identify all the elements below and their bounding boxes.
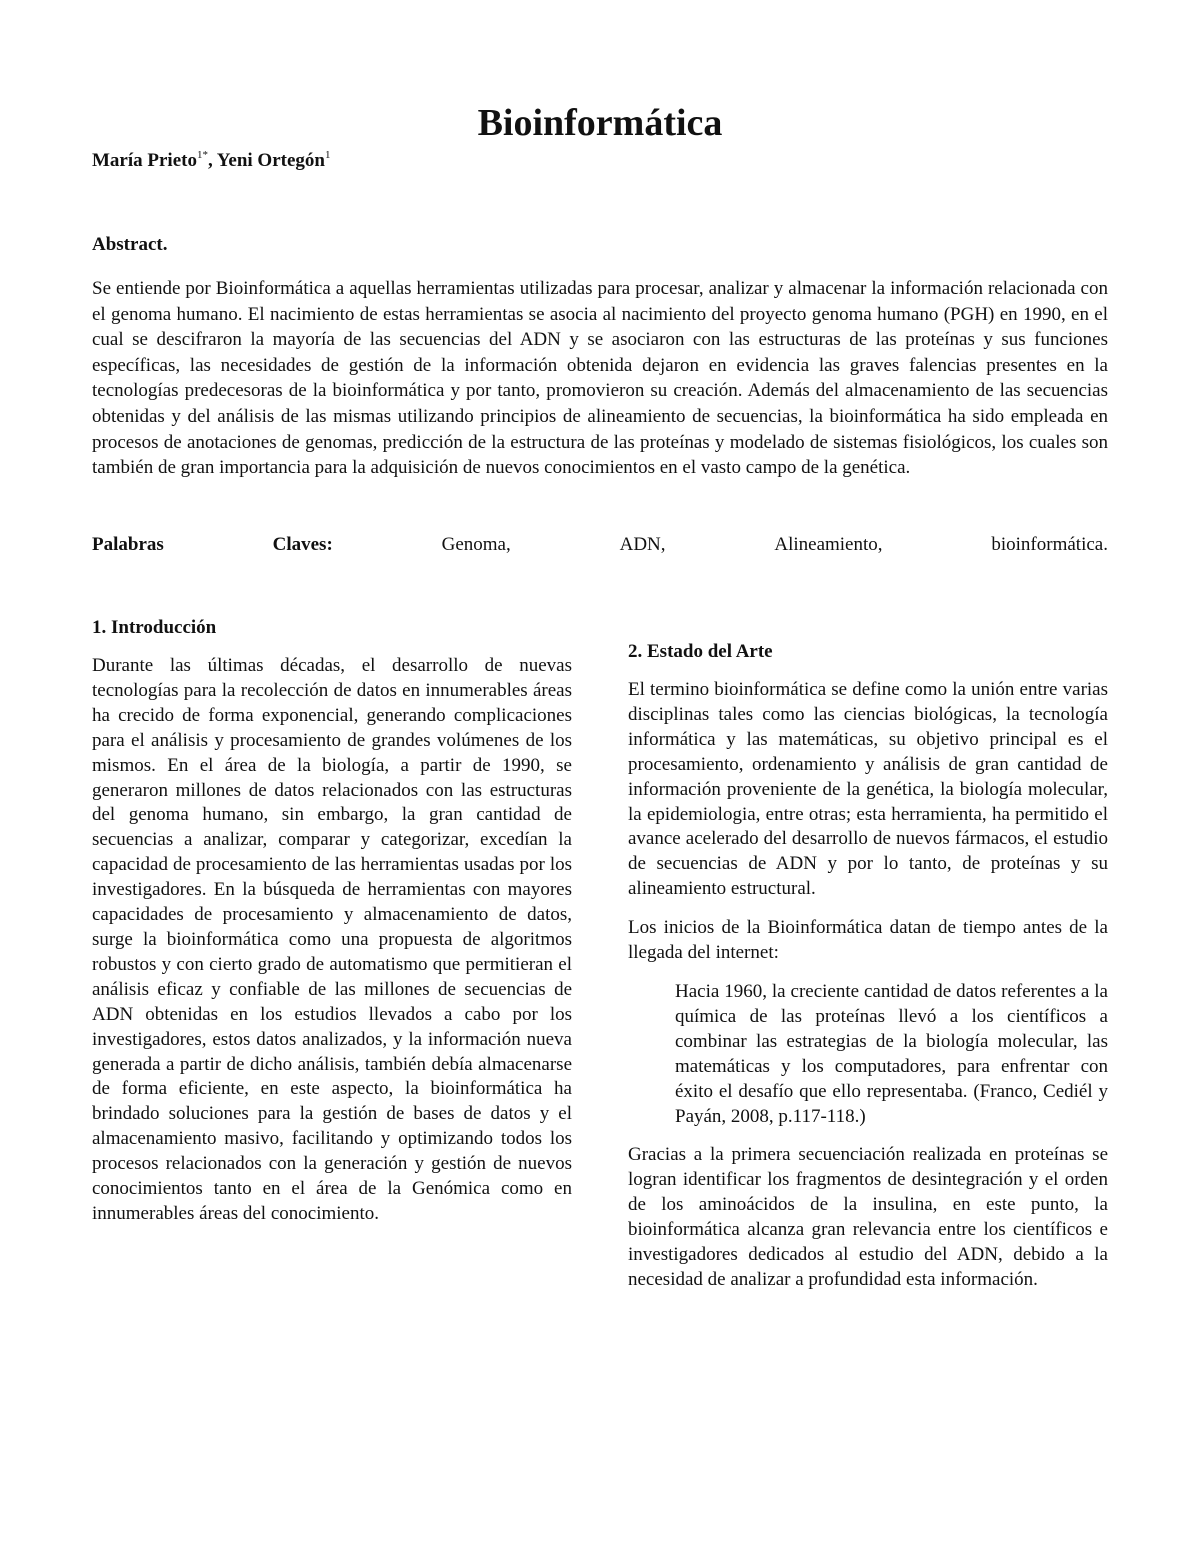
abstract-body: Se entiende por Bioinformática a aquellas herramientas utilizadas para procesar, analizar y almacenar la información relacionada con el genoma humano. El nacimiento de estas herramientas se asocia al nacimiento del proyecto genoma humano (PGH) en 1990, en el cual se descifraron la mayoría de las secuencias del ADN y se asociaron con las estructuras de las proteínas y sus funciones específicas, las necesidades de gestión de la información obtenida dejaron en evidencia las graves falencias presentes en la tecnologías predecesoras de la bioinformática y por tanto, promovieron su creación. Además del almacenamiento de las secuencias obtenidas y del análisis de las mismas utilizando principios de alineamiento de secuencias, la bioinformática ha sido empleada en procesos de anotaciones de genomas, predicción de la estructura de las proteínas y modelado de sistemas fisiológicos, los cuales son también de gran importancia para la adquisición de nuevos conocimientos en el vasto campo de la genética. [92,278,1108,479]
introduction-paragraph: Durante las últimas décadas, el desarrollo de nuevas tecnologías para la recolección de datos en innumerables áreas ha crecido de forma exponencial, generando complicaciones para el análisis y procesamiento de grandes volúmenes de los mismos. En el área de la biología, a partir de 1990, se generaron millones de datos relacionados con las estructuras del genoma humano, sin embargo, la gran cantidad de secuencias a analizar, comparar y categorizar, excedían la capacidad de procesamiento de las herramientas usadas por los investigadores. En la búsqueda de herramientas con mayores capacidades de procesamiento y almacenamiento de datos, surge la bioinformática como una propuesta de algoritmos robustos y con cierto grado de automatismo que permitieran el análisis eficaz y confiable de las millones de secuencias de ADN obtenidas en los estudios llevados a cabo por los investigadores, estos datos analizados, y la información nueva generada a partir de dicho análisis, también debía almacenarse de forma eficiente, en este aspecto, la bioinformática ha brindado soluciones para la gestión de bases de datos y el almacenamiento masivo, facilitando y optimizando todos los procesos relacionados con la generación y gestión de nuevos conocimientos tanto en el área de la Genómica como en innumerables áreas del conocimiento. [92,655,572,1224]
author-name-2: Yeni Ortegón [216,150,325,171]
keyword-item: Alineamiento, [774,534,883,555]
right-column [628,640,1108,1307]
state-paragraph-2: Los inicios de la Bioinformática datan de tiempo antes de la llegada del internet: [628,917,1108,964]
author-line [92,148,330,174]
state-paragraph-3: Gracias a la primera secuenciación realizada en proteínas se logran identificar los fragmentos de desintegración y el orden de los aminoácidos de la insulina, en este punto, la bioinformática alcanza gran relevancia entre los científicos e investigadores dedicados al estudio del ADN, debido a la necesidad de analizar a profundidad esta información. [628,1144,1108,1290]
keyword-item: bioinformática. [991,534,1108,555]
keyword-item: ADN, [619,534,666,555]
state-paragraph-1: El termino bioinformática se define como la unión entre varias disciplinas tales como las ciencias biológicas, la tecnología informática y las matemáticas, su objetivo principal es el procesamiento, ordenamiento y análisis de gran cantidad de información proveniente de la genética, la biología molecular, la epidemiologia, entre otras; esta herramienta, ha permitido el avance acelerado del desarrollo de nuevos fármacos, el estudio de secuencias de ADN y por lo tanto, de proteínas y su alineamiento estructural. [628,679,1108,900]
paper-title: Bioinformática [477,102,723,144]
author-name-1: María Prieto [92,150,197,171]
keywords-line [92,532,1108,558]
keyword-item: Genoma, [441,534,511,555]
abstract-heading: Abstract. [92,234,168,255]
author-affiliation-2: 1 [324,149,331,161]
keywords-label-2: Claves: [272,534,333,555]
section-heading-introduction: 1. Introducción [92,617,217,638]
left-column [92,616,572,1241]
section-heading-state-of-art: 2. Estado del Arte [628,641,773,662]
author-separator: , [207,150,217,171]
block-quote: Hacia 1960, la creciente cantidad de datos referentes a la química de las proteínas llevó a los científicos a combinar las estrategias de la biología molecular, las matemáticas y los computadores, para enfrentar con éxito el desafío que ello representaba. (Franco, Cediél y Payán, 2008, p.117-118.) [675,980,1108,1127]
keywords-label-1: Palabras [92,534,164,555]
author-affiliation-1: 1* [196,149,208,161]
